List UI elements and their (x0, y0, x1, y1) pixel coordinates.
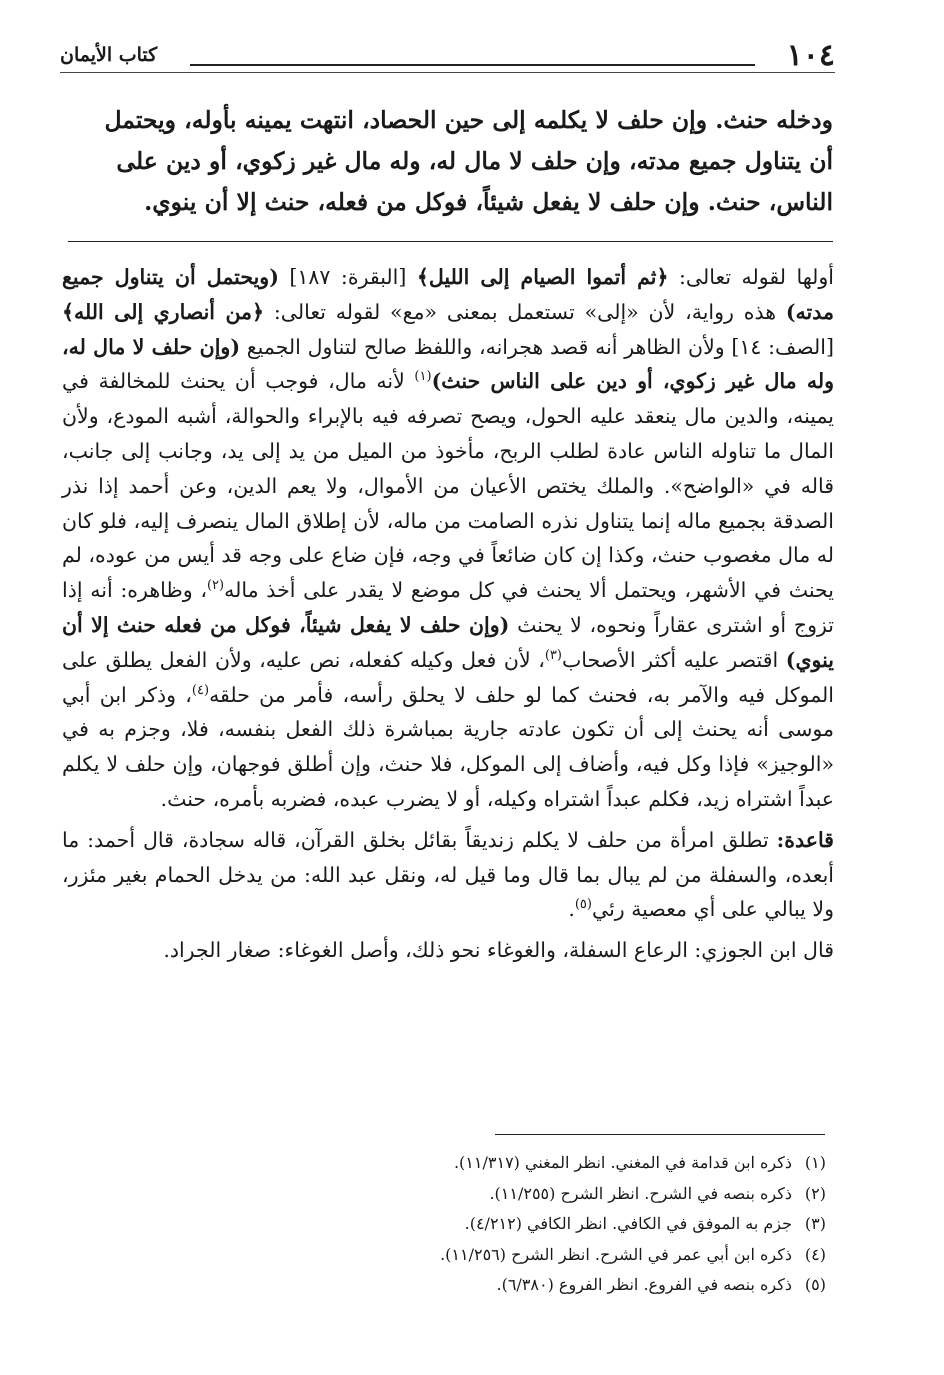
commentary-text: . (568, 897, 575, 922)
footnote-mark: (٢) (804, 1183, 826, 1203)
commentary-text: اقتصر عليه أكثر الأصحاب (561, 647, 786, 672)
footnotes (330, 1148, 826, 1301)
footnote-ref: (٥) (574, 897, 592, 913)
page-header (60, 36, 835, 76)
footnote-text: ذكره بنصه في الفروع. انظر الفروع (٦/٣٨٠). (496, 1275, 792, 1294)
footnote-mark: (٤) (804, 1244, 826, 1264)
commentary-paragraph (62, 823, 834, 927)
main-text-line: ودخله حنث. وإن حلف لا يكلمه إلى حين الحصاد، انتهت يمينه بأوله، ويحتمل (104, 106, 833, 134)
main-text-line: الناس، حنث. وإن حلف لا يفعل شيئاً، فوكل من فعله، حنث إلا أن ينوي. (144, 188, 833, 216)
commentary-paragraph (62, 933, 834, 968)
main-text-line: أن يتناول جميع مدته، وإن حلف لا مال له، وله مال غير زكوي، أو دين على (116, 147, 833, 175)
footnote-text: ذكره ابن أبي عمر في الشرح. انظر الشرح (١١/٢٥٦). (440, 1244, 792, 1264)
rule-label: قاعدة: (776, 827, 834, 852)
footnote-text: ذكره بنصه في الشرح. انظر الشرح (١١/٢٥٥). (489, 1183, 792, 1203)
footnote-ref: (١) (414, 369, 432, 385)
quran-quote: ﴿من أنصاري إلى الله﴾ (62, 299, 265, 324)
matn-quote: (وإن حلف لا مال له، وله مال غير زكوي، أو دين على الناس حنث) (62, 334, 834, 394)
commentary (62, 260, 834, 968)
footnote-ref: (٣) (544, 647, 562, 663)
footnote-text: ذكره ابن قدامة في المغني. انظر المغني (١١/٣١٧). (453, 1153, 792, 1172)
commentary-text: ، وذكر ابن أبي موسى أنه يحنث إلى أن تكون عادته جارية بمباشرة ذلك الفعل بنفسه، فلا، وجزم به في «الوجيز» فإذا وكل فيه، وأضاف إلى الموكل، فلا حنث، وإن أطلق فوجهان، وإن حلف لا يكلم عبداً اشتراه زيد، فكلم عبداً اشتراه وكيله، أو لا يضرب عبده، فضربه بأمره، حنث. (62, 682, 834, 811)
footnote-text: جزم به الموفق في الكافي. انظر الكافي (٤/٢١٢). (464, 1214, 792, 1233)
commentary-text: هذه رواية، لأن «إلى» تستعمل بمعنى «مع» لقوله تعالى: (264, 299, 786, 324)
page-number: ١٠٤ (786, 38, 835, 73)
footnote-ref: (٤) (191, 682, 210, 698)
commentary-text: تطلق امرأة من حلف لا يكلم زنديقاً بقائل بخلق القرآن، قاله سجادة، قال أحمد: ما أبعده، والسفلة من لم يبال بما قال وما قيل له، ونقل عبد الله: من يدخل الحمام بغير مئزر، ولا يبالي على أي معصية رئي (62, 827, 834, 922)
footnote-mark: (٣) (804, 1214, 826, 1233)
footnote (330, 1209, 826, 1240)
header-rule (190, 64, 755, 66)
footnote-ref: (٢) (206, 578, 225, 594)
commentary-text: [الصف: ١٤] ولأن الظاهر أنه قصد هجرانه، واللفظ صالح لتناول الجميع (240, 334, 834, 359)
commentary-paragraph (62, 260, 834, 817)
commentary-text: ، لأن فعل وكيله كفعله، نص عليه، ولأن الفعل يطلق على الموكل فيه والآمر به، فحنث كما لو حلف لا يحلق رأسه، فأمر من حلقه (62, 647, 834, 707)
text-separator-rule (68, 241, 833, 242)
header-rule-thin (60, 72, 835, 73)
commentary-text: أولها لقوله تعالى: (668, 265, 835, 289)
commentary-text: ، وظاهره: أنه إذا تزوج أو اشترى عقاراً ونحوه، لا يحنث (62, 578, 834, 637)
matn-quote: (ويحتمل أن يتناول جميع مدته) (62, 265, 834, 324)
commentary-text: قال ابن الجوزي: الرعاع السفلة، والغوغاء نحو ذلك، وأصل الغوغاء: صغار الجراد. (163, 938, 834, 963)
footnote (330, 1148, 826, 1179)
footnote-rule (495, 1134, 825, 1135)
book-title: كتاب الأيمان (60, 44, 158, 66)
matn-quote: (وإن حلف لا يفعل شيئاً، فوكل من فعله حنث إلا أن ينوي) (62, 612, 834, 672)
footnote (330, 1179, 826, 1210)
commentary-text: لأنه مال، فوجب أن يحنث للمخالفة في يمينه، والدين مال ينعقد عليه الحول، ويصح تصرفه فيه بالإبراء والحوالة، أشبه المودع، ولأن المال ما تناوله الناس عادة لطلب الربح، مأخوذ من الميل من يد إلى يد، وجانب إلى جانب، قاله في «الواضح». والملك يختص الأعيان من الأموال، ولا يعم الدين، وعن أحمد إذا نذر الصدقة بجميع ماله إنما يتناول نذره الصامت من ماله، لأن إطلاق المال ينصرف إليه، فلو كان له مال مغصوب حنث، وكذا إن كان ضائعاً في وجه، فإن ضاع على وجه قد أيس من عوده، لم يحنث في الأشهر، ويحتمل ألا يحنث في كل موضع لا يقدر على أخذ ماله (62, 369, 834, 603)
footnote (330, 1240, 826, 1271)
footnote-mark: (١) (804, 1153, 826, 1172)
quran-quote: ﴿ثم أتموا الصيام إلى الليل﴾ (416, 265, 669, 289)
main-text (68, 100, 833, 223)
footnote-mark: (٥) (804, 1275, 826, 1294)
commentary-text: [البقرة: ١٨٧] (278, 265, 417, 289)
footnote (330, 1270, 826, 1301)
